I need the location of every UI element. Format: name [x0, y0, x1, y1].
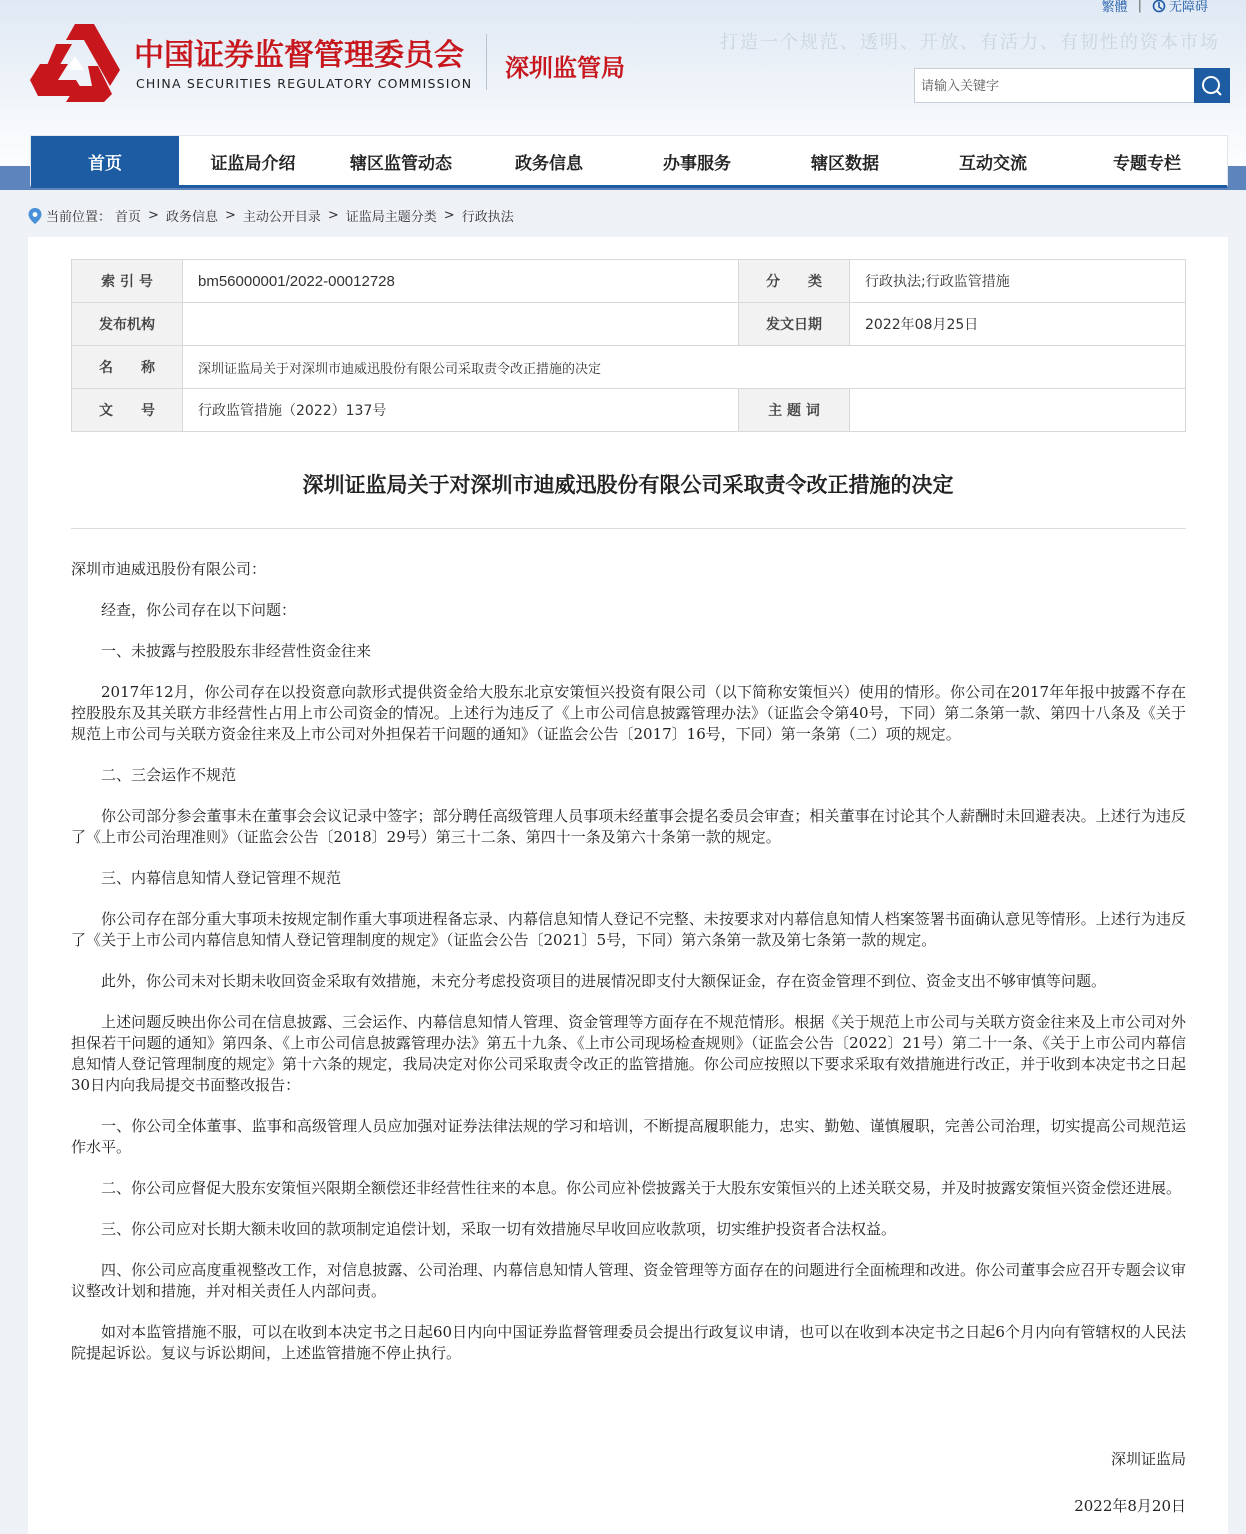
logo-divider — [486, 34, 487, 90]
section-heading: 一、未披露与控股股东非经营性资金往来 — [101, 642, 372, 660]
meta-row — [72, 389, 1186, 432]
category-value: 行政执法;行政监管措施 — [850, 260, 1186, 303]
date-label: 发文日期 — [739, 303, 850, 346]
body-paragraph: 此外，你公司未对长期未收回资金采取有效措施，未充分考虑投资项目的进展情况即支付大额保证金，存在资金管理不到位、资金支出不够审慎等问题。 — [101, 972, 1107, 990]
docno-label: 文 号 — [72, 389, 183, 432]
accessibility-label: 无障碍 — [1168, 0, 1208, 15]
nav-bureau-intro[interactable]: 证监局介绍 — [210, 153, 296, 174]
body-paragraph: 二、你公司应督促大股东安策恒兴限期全额偿还非经营性往来的本息。你公司应补偿披露关于大股东安策恒兴的上述关联交易，并及时披露安策恒兴资金偿还进展。 — [101, 1179, 1182, 1197]
search-input[interactable] — [914, 68, 1194, 103]
keyword-value — [850, 389, 1186, 432]
body-paragraph: 你公司部分参会董事未在董事会会议记录中签字；部分聘任高级管理人员事项未经董事会提名委员会审查；相关董事在讨论其个人薪酬时未回避表决。上述行为违反了《上市公司治理准则》（证监会公告〔2018〕29号）第三十二条、第四十一条及第六十条第一款的规定。 — [71, 807, 1186, 846]
sign-date: 2022年8月20日 — [1074, 1497, 1186, 1515]
category-label: 分 类 — [739, 260, 850, 303]
breadcrumb-separator: > — [443, 208, 455, 223]
breadcrumb-home[interactable]: 首页 — [115, 210, 142, 225]
body-paragraph: 一、你公司全体董事、监事和高级管理人员应加强对证券法律法规的学习和培训，不断提高履职能力，忠实、勤勉、谨慎履职，完善公司治理，切实提高公司规范运作水平。 — [71, 1117, 1186, 1156]
nav-regulatory-news[interactable]: 辖区监管动态 — [350, 153, 452, 174]
body-paragraph: 四、你公司应高度重视整改工作，对信息披露、公司治理、内幕信息知情人管理、资金管理等方面存在的问题进行全面梳理和改进。你公司董事会应召开专题会议审议整改计划和措施，并对相关责任人内部问责。 — [71, 1261, 1186, 1300]
accessibility-link[interactable] — [1152, 0, 1208, 15]
nav-services[interactable]: 办事服务 — [663, 153, 731, 174]
section-heading: 二、三会运作不规范 — [101, 766, 237, 784]
nav-home[interactable]: 首页 — [31, 136, 179, 186]
document-title: 深圳证监局关于对深圳市迪威迅股份有限公司采取责令改正措施的决定 — [302, 473, 954, 497]
signer: 深圳证监局 — [1110, 1450, 1186, 1468]
slogan: 打造一个规范、透明、开放、有活力、有韧性的资本市场 — [720, 32, 1220, 53]
body-paragraph: 经查，你公司存在以下问题： — [101, 601, 297, 619]
content-panel — [28, 237, 1228, 1534]
breadcrumb-gov-info[interactable]: 政务信息 — [165, 210, 218, 225]
breadcrumb-separator: > — [148, 208, 159, 223]
csrc-logo-icon[interactable] — [28, 22, 122, 104]
top-links — [1102, 0, 1208, 15]
logo-english-name: CHINA SECURITIES REGULATORY COMMISSION — [136, 76, 473, 91]
docno-value: 行政监管措施（2022）137号 — [183, 389, 739, 432]
traditional-chinese-link[interactable]: 繁體 — [1101, 0, 1128, 15]
salutation: 深圳市迪威迅股份有限公司： — [71, 560, 267, 578]
logo-chinese-name: 中国证券监督管理委员会 — [134, 38, 464, 73]
search-icon — [1200, 74, 1224, 98]
body-paragraph: 你公司存在部分重大事项未按规定制作重大事项进程备忘录、内幕信息知情人登记不完整、未按要求对内幕信息知情人档案签署书面确认意见等情形。上述行为违反了《关于上市公司内幕信息知情人登记管理制度的规定》（证监会公告〔2021〕5号，下同）第六条第一款及第七条第一款的规定。 — [71, 910, 1186, 949]
date-value: 2022年08月25日 — [850, 303, 1186, 346]
publisher-label: 发布机构 — [72, 303, 183, 346]
meta-row — [72, 260, 1186, 303]
name-label: 名 称 — [72, 346, 183, 389]
breadcrumb-prefix: 当前位置： — [46, 210, 112, 225]
breadcrumb — [28, 206, 514, 225]
body-paragraph: 上述问题反映出你公司在信息披露、三会运作、内幕信息知情人管理、资金管理等方面存在不规范情形。根据《关于规范上市公司与关联方资金往来及上市公司对外担保若干问题的通知》第四条、《上市公司信息披露管理办法》第五十九条、《上市公司现场检查规则》（证监会公告〔2022〕21号）第二十一条、《关于上市公司内幕信息知情人登记管理制度的规定》第十六条的规定，我局决定对你公司采取责令改正的监管措施。你公司应按照以下要求采取有效措施进行改正，并于收到本决定书之日起30日内向我局提交书面整改报告： — [71, 1013, 1186, 1094]
nav-government-info[interactable]: 政务信息 — [515, 153, 583, 174]
nav-topics[interactable]: 专题专栏 — [1113, 153, 1181, 174]
meta-row — [72, 303, 1186, 346]
search-box — [914, 68, 1230, 103]
index-label: 索 引 号 — [72, 260, 183, 303]
document-meta-table — [71, 259, 1186, 432]
body-paragraph: 2017年12月，你公司存在以投资意向款形式提供资金给大股东北京安策恒兴投资有限公司（以下简称安策恒兴）使用的情形。你公司在2017年年报中披露不存在控股股东及其关联方非经营性占用上市公司资金的情况。上述行为违反了《上市公司信息披露管理办法》（证监会令第40号，下同）第二条第一款、第四十八条及《关于规范上市公司与关联方资金往来及上市公司对外担保若干问题的通知》（证监会公告〔2017〕16号，下同）第一条第（二）项的规定。 — [71, 683, 1186, 743]
body-paragraph: 如对本监管措施不服，可以在收到本决定书之日起60日内向中国证券监督管理委员会提出行政复议申请，也可以在收到本决定书之日起6个月内向有管辖权的人民法院提起诉讼。复议与诉讼期间，上述监管措施不停止执行。 — [71, 1323, 1186, 1362]
index-value: bm56000001/2022-00012728 — [183, 260, 739, 303]
bureau-name: 深圳监管局 — [505, 54, 625, 82]
breadcrumb-public-catalog[interactable]: 主动公开目录 — [242, 210, 321, 225]
document-body — [71, 559, 1186, 1384]
keyword-label: 主 题 词 — [739, 389, 850, 432]
breadcrumb-separator: > — [327, 208, 339, 223]
breadcrumb-topic-category[interactable]: 证监局主题分类 — [345, 210, 437, 225]
breadcrumb-enforcement[interactable]: 行政执法 — [461, 210, 514, 225]
separator: | — [1137, 0, 1142, 13]
publisher-value — [183, 303, 739, 346]
section-heading: 三、内幕信息知情人登记管理不规范 — [101, 869, 342, 887]
name-value: 深圳证监局关于对深圳市迪威迅股份有限公司采取责令改正措施的决定 — [183, 346, 1186, 389]
location-pin-icon — [28, 208, 42, 224]
meta-row — [72, 346, 1186, 389]
breadcrumb-separator: > — [224, 208, 236, 223]
main-nav — [30, 135, 1228, 188]
title-divider — [71, 528, 1186, 529]
body-paragraph: 三、你公司应对长期大额未收回的款项制定追偿计划，采取一切有效措施尽早收回应收款项，切实维护投资者合法权益。 — [101, 1220, 897, 1238]
nav-regional-data[interactable]: 辖区数据 — [811, 153, 879, 174]
nav-interaction[interactable]: 互动交流 — [959, 153, 1027, 174]
search-button[interactable] — [1194, 68, 1230, 103]
accessibility-icon — [1152, 0, 1166, 13]
